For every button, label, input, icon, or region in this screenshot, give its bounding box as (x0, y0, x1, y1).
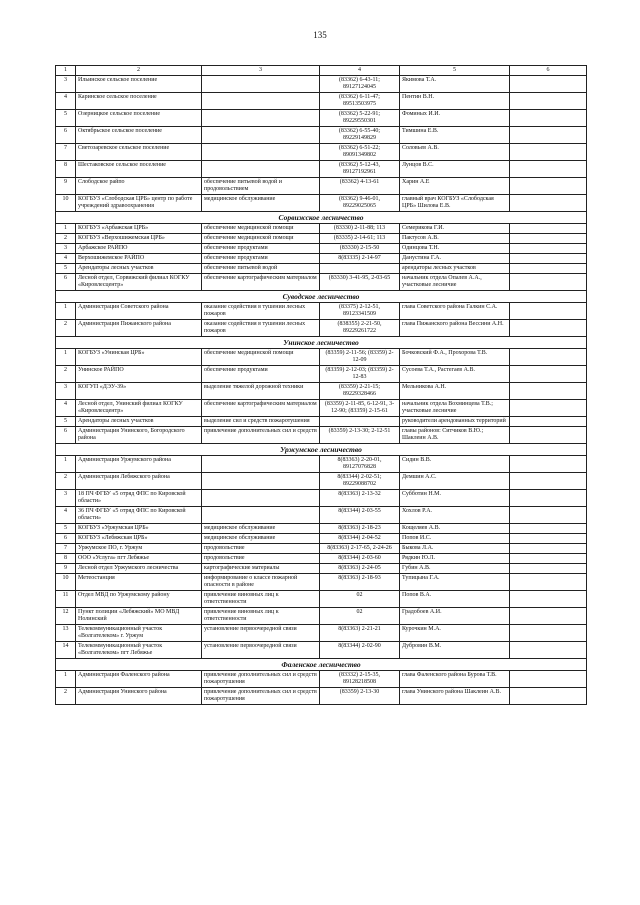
task-cell: обеспечение продуктами (202, 366, 320, 383)
note-cell (510, 688, 587, 705)
task-cell: установление первоочередной связи (202, 642, 320, 659)
phone-cell: (83359) 2-21-15; 89229328466 (320, 383, 400, 400)
table-row (56, 564, 587, 574)
table-row (56, 608, 587, 625)
organization-cell: 36 ПЧ ФГБУ «5 отряд ФПС по Кировской области» (76, 507, 202, 524)
contact-cell: Мельникова А.Н. (400, 383, 510, 400)
row-number: 10 (56, 195, 76, 212)
row-number: 2 (56, 234, 76, 244)
task-cell: обеспечение картографическим материалом (202, 400, 320, 417)
section-row (56, 444, 587, 456)
table-row (56, 473, 587, 490)
task-cell (202, 144, 320, 161)
task-cell: установление первоочередной связи (202, 625, 320, 642)
table-row (56, 383, 587, 400)
column-header: 2 (76, 66, 202, 76)
table-row (56, 456, 587, 473)
table-row (56, 400, 587, 417)
organization-cell: КОГУП «ДЭУ-39» (76, 383, 202, 400)
table-row (56, 625, 587, 642)
contact-cell: Тимшина Е.В. (400, 127, 510, 144)
table-row (56, 274, 587, 291)
contact-cell: арендаторы лесных участков (400, 264, 510, 274)
note-cell (510, 427, 587, 444)
table-row (56, 76, 587, 93)
row-number: 7 (56, 144, 76, 161)
phone-cell: (83330) 2-15-50 (320, 244, 400, 254)
section-row (56, 212, 587, 224)
row-number: 1 (56, 456, 76, 473)
table-row (56, 144, 587, 161)
table-row (56, 178, 587, 195)
note-cell (510, 144, 587, 161)
organization-cell: ООО «Услуга» пгт Лебяжье (76, 554, 202, 564)
phone-cell: 8(83344) 2-02-51; 89229088702 (320, 473, 400, 490)
phone-cell: (83332) 2-15-35, 89128218508 (320, 671, 400, 688)
section-title: Фаленское лесничество (56, 659, 587, 671)
table-row (56, 254, 587, 264)
table-row (56, 490, 587, 507)
contact-cell: глава Унинского района Шаклеин А.В. (400, 688, 510, 705)
contact-cell: Попов В.А. (400, 591, 510, 608)
note-cell (510, 591, 587, 608)
phone-cell: (83335) 2-14-61; 113 (320, 234, 400, 244)
row-number: 2 (56, 320, 76, 337)
contact-cell: Соловьев А.В. (400, 144, 510, 161)
row-number: 2 (56, 688, 76, 705)
organization-cell: Администрация Советского района (76, 303, 202, 320)
table-row (56, 224, 587, 234)
note-cell (510, 76, 587, 93)
table-row (56, 642, 587, 659)
phone-cell: 8(83344) 2-02-90 (320, 642, 400, 659)
contact-cell: Рядкин Ю.Л. (400, 554, 510, 564)
table-row (56, 591, 587, 608)
table-row (56, 554, 587, 564)
table-row (56, 303, 587, 320)
phone-cell (320, 417, 400, 427)
contact-cell: Хохлов Р.А. (400, 507, 510, 524)
organization-cell: КОГБУЗ «Унинская ЦРБ» (76, 349, 202, 366)
note-cell (510, 244, 587, 254)
task-cell: выделение тяжелой дорожной техники (202, 383, 320, 400)
task-cell (202, 127, 320, 144)
table-row (56, 544, 587, 554)
column-header: 5 (400, 66, 510, 76)
row-number: 4 (56, 93, 76, 110)
phone-cell: 8(83363) 2-18-23 (320, 524, 400, 534)
task-cell: информирование о классе пожарной опасности в районе (202, 574, 320, 591)
organization-cell: 18 ПЧ ФГБУ «5 отряд ФПС по Кировской области» (76, 490, 202, 507)
note-cell (510, 456, 587, 473)
organization-cell: КОГБУЗ «Арбажская ЦРБ» (76, 224, 202, 234)
row-number: 14 (56, 642, 76, 659)
contact-cell: начальник отдела Вохминцева Т.В.; участковые лесничие (400, 400, 510, 417)
table-row (56, 93, 587, 110)
section-row (56, 291, 587, 303)
task-cell: медицинское обслуживание (202, 524, 320, 534)
note-cell (510, 93, 587, 110)
contact-cell: глава Фаленского района Бурова Т.В. (400, 671, 510, 688)
contact-cell: Тупицына Г.А. (400, 574, 510, 591)
organization-cell: Каринское сельское поселение (76, 93, 202, 110)
table-row (56, 127, 587, 144)
row-number: 3 (56, 244, 76, 254)
organization-cell: Лесной отдел, Сорвижский филиал КОГКУ «Кировлесцентр» (76, 274, 202, 291)
table-row (56, 244, 587, 254)
page-number: 135 (313, 30, 327, 40)
contact-cell: Бочковский Ф.А., Прохорова Т.В. (400, 349, 510, 366)
task-cell: медицинское обслуживание (202, 534, 320, 544)
organization-cell: Администрация Уржумского района (76, 456, 202, 473)
task-cell (202, 161, 320, 178)
row-number: 4 (56, 400, 76, 417)
section-title: Унинское лесничество (56, 337, 587, 349)
phone-cell: (83359) 2-11-85, 6-12-91, 3-12-90; (83359) 2-15-61 (320, 400, 400, 417)
phone-cell: 8(83363) 2-13-32 (320, 490, 400, 507)
row-number: 4 (56, 254, 76, 264)
organization-cell: Арендаторы лесных участков (76, 417, 202, 427)
phone-cell: 8(83363) 2-17-65, 2-24-26 (320, 544, 400, 554)
task-cell: обеспечение медицинской помощи (202, 234, 320, 244)
phone-cell: 8(83363) 2-21-21 (320, 625, 400, 642)
note-cell (510, 110, 587, 127)
phone-cell (320, 264, 400, 274)
table-row (56, 417, 587, 427)
contact-cell: главный врач КОГБУЗ «Слободская ЦРБ» Шилова Е.В. (400, 195, 510, 212)
task-cell (202, 110, 320, 127)
task-cell (202, 76, 320, 93)
note-cell (510, 400, 587, 417)
contact-cell: Данустина Г.А. (400, 254, 510, 264)
column-header: 4 (320, 66, 400, 76)
organization-cell: КОГБУЗ «Лебяжская ЦРБ» (76, 534, 202, 544)
table-row (56, 524, 587, 534)
table-row (56, 320, 587, 337)
row-number: 8 (56, 554, 76, 564)
header-row (56, 66, 587, 76)
organization-cell: Лесной отдел, Унинский филиал КОГКУ «Кировлесцентр» (76, 400, 202, 417)
row-number: 11 (56, 591, 76, 608)
row-number: 1 (56, 224, 76, 234)
contact-cell: Быкова Л.А. (400, 544, 510, 554)
row-number: 6 (56, 274, 76, 291)
note-cell (510, 524, 587, 534)
organization-cell: Слободское райпо (76, 178, 202, 195)
table-row (56, 688, 587, 705)
organization-cell: Октябрьское сельское поселение (76, 127, 202, 144)
task-cell: обеспечение продуктами (202, 254, 320, 264)
phone-cell: (83362) 6-55-40; 89229149829 (320, 127, 400, 144)
phone-cell: (83362) 6-51-22; 89091349802 (320, 144, 400, 161)
note-cell (510, 507, 587, 524)
table-row (56, 427, 587, 444)
phone-cell: 8(83363) 2-24-05 (320, 564, 400, 574)
task-cell (202, 473, 320, 490)
phone-cell: (83359) 2-11-56; (83359) 2-12-09 (320, 349, 400, 366)
phone-cell: (83362) 6-43-11; 89127124045 (320, 76, 400, 93)
row-number: 2 (56, 473, 76, 490)
organization-cell: Уржумское ПО, г. Уржум (76, 544, 202, 554)
note-cell (510, 303, 587, 320)
row-number: 9 (56, 564, 76, 574)
row-number: 12 (56, 608, 76, 625)
task-cell: картографические материалы (202, 564, 320, 574)
table-row (56, 110, 587, 127)
task-cell (202, 456, 320, 473)
task-cell: обеспечение питьевой водой (202, 264, 320, 274)
table-row (56, 534, 587, 544)
organization-cell: Администрация Пижанского района (76, 320, 202, 337)
contact-cell: Демшин А.С. (400, 473, 510, 490)
note-cell (510, 574, 587, 591)
note-cell (510, 671, 587, 688)
note-cell (510, 274, 587, 291)
contact-cell: Семерикова Г.И. (400, 224, 510, 234)
task-cell: обеспечение картографическим материалом (202, 274, 320, 291)
organization-cell: Верхошижемское РАЙПО (76, 254, 202, 264)
contact-cell: Попов И.С. (400, 534, 510, 544)
task-cell (202, 507, 320, 524)
phone-cell: (83362) 4-13-61 (320, 178, 400, 195)
organization-cell: Пункт полиции «Лебяжский» МО МВД Нолинский (76, 608, 202, 625)
contact-cell: Якимова Т.А. (400, 76, 510, 93)
organization-cell: Администрация Унинского, Богородского района (76, 427, 202, 444)
phone-cell: (83330) 3-41-95, 2-03-65 (320, 274, 400, 291)
column-header: 3 (202, 66, 320, 76)
task-cell: обеспечение медицинской помощи (202, 224, 320, 234)
row-number: 5 (56, 264, 76, 274)
organization-cell: Телекоммуникационный участок «Волгателеком» пгт Лебяжье (76, 642, 202, 659)
phone-cell: 8(83335) 2-14-97 (320, 254, 400, 264)
task-cell: медицинское обслуживание (202, 195, 320, 212)
contact-cell: Дубровин В.М. (400, 642, 510, 659)
table-row (56, 507, 587, 524)
contacts-table (55, 65, 587, 705)
note-cell (510, 178, 587, 195)
row-number: 5 (56, 110, 76, 127)
note-cell (510, 544, 587, 554)
table-row (56, 574, 587, 591)
note-cell (510, 383, 587, 400)
note-cell (510, 534, 587, 544)
note-cell (510, 127, 587, 144)
contact-cell: глава Пижанского района Вессини А.Н. (400, 320, 510, 337)
phone-cell: 8(83344) 2-04-52 (320, 534, 400, 544)
organization-cell: Озерницкое сельское поселение (76, 110, 202, 127)
organization-cell: Администрация Унинского района (76, 688, 202, 705)
contact-cell: Фоминых И.И. (400, 110, 510, 127)
column-header: 6 (510, 66, 587, 76)
section-row (56, 337, 587, 349)
phone-cell: (83362) 5-12-43, 89127192961 (320, 161, 400, 178)
contact-cell: главы районов: Ситчиков В.Ю.; Шаклеин А.В. (400, 427, 510, 444)
note-cell (510, 195, 587, 212)
note-cell (510, 642, 587, 659)
column-header: 1 (56, 66, 76, 76)
note-cell (510, 417, 587, 427)
phone-cell: (83362) 9-46-01, 89229025065 (320, 195, 400, 212)
phone-cell: (838355) 2-21-50, 89229261722 (320, 320, 400, 337)
phone-cell: 8(83363) 2-18-93 (320, 574, 400, 591)
contact-cell: глава Советского района Галкин С.А. (400, 303, 510, 320)
organization-cell: Унинское РАЙПО (76, 366, 202, 383)
phone-cell: 02 (320, 591, 400, 608)
task-cell: продовольствие (202, 544, 320, 554)
organization-cell: Шестаковское сельское поселение (76, 161, 202, 178)
organization-cell: КОГБУЗ «Уржумская ЦРБ» (76, 524, 202, 534)
note-cell (510, 490, 587, 507)
row-number: 10 (56, 574, 76, 591)
row-number: 13 (56, 625, 76, 642)
contact-cell: Пентин В.Н. (400, 93, 510, 110)
row-number: 3 (56, 490, 76, 507)
task-cell: продовольствие (202, 554, 320, 564)
organization-cell: Светозаревское сельское поселение (76, 144, 202, 161)
organization-cell: Арендаторы лесных участков (76, 264, 202, 274)
contact-cell: Сусоева Т.А., Растегаев А.В. (400, 366, 510, 383)
note-cell (510, 473, 587, 490)
organization-cell: КОГБУЗ «Верхошижемская ЦРБ» (76, 234, 202, 244)
task-cell (202, 93, 320, 110)
note-cell (510, 224, 587, 234)
row-number: 5 (56, 524, 76, 534)
organization-cell: Администрация Лебяжского района (76, 473, 202, 490)
contact-cell: Субботин Н.М. (400, 490, 510, 507)
contact-cell: Сидин В.В. (400, 456, 510, 473)
task-cell: обеспечение продуктами (202, 244, 320, 254)
row-number: 3 (56, 383, 76, 400)
section-title: Уржумское лесничество (56, 444, 587, 456)
note-cell (510, 254, 587, 264)
task-cell: привлечение виновных лиц к ответственности (202, 608, 320, 625)
organization-cell: Лесной отдел Уржумского лесничества (76, 564, 202, 574)
table-row (56, 161, 587, 178)
note-cell (510, 161, 587, 178)
note-cell (510, 320, 587, 337)
task-cell: выделение сил и средств пожаротушения (202, 417, 320, 427)
phone-cell: (83362) 5-22-91; 89229550301 (320, 110, 400, 127)
phone-cell: (83375) 2-12-51, 89123341509 (320, 303, 400, 320)
section-title: Суводское лесничество (56, 291, 587, 303)
task-cell: обеспечение медицинской помощи (202, 349, 320, 366)
row-number: 6 (56, 534, 76, 544)
section-title: Сорвижское лесничество (56, 212, 587, 224)
table-row (56, 234, 587, 244)
row-number: 1 (56, 671, 76, 688)
task-cell: привлечение дополнительных сил и средств (202, 427, 320, 444)
phone-cell: (83330) 2-11-88; 113 (320, 224, 400, 234)
row-number: 7 (56, 544, 76, 554)
note-cell (510, 234, 587, 244)
row-number: 6 (56, 427, 76, 444)
task-cell (202, 490, 320, 507)
row-number: 6 (56, 127, 76, 144)
task-cell: привлечение виновных лиц к ответственности (202, 591, 320, 608)
table-row (56, 195, 587, 212)
note-cell (510, 349, 587, 366)
row-number: 5 (56, 417, 76, 427)
note-cell (510, 564, 587, 574)
contact-cell: Одинцова Т.Н. (400, 244, 510, 254)
task-cell: привлечение дополнительных сил и средств пожаротушения (202, 688, 320, 705)
organization-cell: Арбажское РАЙПО (76, 244, 202, 254)
note-cell (510, 366, 587, 383)
task-cell: оказание содействия в тушении лесных пожаров (202, 303, 320, 320)
row-number: 3 (56, 76, 76, 93)
row-number: 1 (56, 349, 76, 366)
row-number: 4 (56, 507, 76, 524)
phone-cell: 02 (320, 608, 400, 625)
note-cell (510, 608, 587, 625)
table-row (56, 671, 587, 688)
contact-cell: начальник отдела Опалев А.А., участковые лесничие (400, 274, 510, 291)
contact-cell: руководители арендованных территорий (400, 417, 510, 427)
contact-cell: Кощеляев А.В. (400, 524, 510, 534)
organization-cell: КОГБУЗ «Слободская ЦРБ» центр по работе учреждений здравоохранения (76, 195, 202, 212)
row-number: 8 (56, 161, 76, 178)
note-cell (510, 625, 587, 642)
phone-cell: 8(83344) 2-03-60 (320, 554, 400, 564)
section-row (56, 659, 587, 671)
phone-cell: (83359) 2-13-30; 2-12-51 (320, 427, 400, 444)
table-row (56, 349, 587, 366)
row-number: 9 (56, 178, 76, 195)
contact-cell: Губин А.В. (400, 564, 510, 574)
row-number: 2 (56, 366, 76, 383)
phone-cell: (83359) 2-13-30 (320, 688, 400, 705)
phone-cell: 8(83344) 2-03-55 (320, 507, 400, 524)
contact-cell: Харин А.Е (400, 178, 510, 195)
table-row (56, 264, 587, 274)
contact-cell: Лунцов В.С. (400, 161, 510, 178)
task-cell: обеспечение питьевой водой и продовольствием (202, 178, 320, 195)
organization-cell: Ильинское сельское поселение (76, 76, 202, 93)
contact-cell: Курочкин М.А. (400, 625, 510, 642)
row-number: 1 (56, 303, 76, 320)
phone-cell: (83362) 6-11-47; 89513503975 (320, 93, 400, 110)
note-cell (510, 264, 587, 274)
organization-cell: Администрация Фаленского района (76, 671, 202, 688)
organization-cell: Отдел МВД по Уржумскому району (76, 591, 202, 608)
organization-cell: Телекоммуникационный участок «Волгателеком» г. Уржум (76, 625, 202, 642)
table-row (56, 366, 587, 383)
organization-cell: Метеостанция (76, 574, 202, 591)
contact-cell: Градобоев А.И. (400, 608, 510, 625)
note-cell (510, 554, 587, 564)
task-cell: привлечение дополнительных сил и средств пожаротушения (202, 671, 320, 688)
phone-cell: 8(83363) 2-20-01, 89127076828 (320, 456, 400, 473)
task-cell: оказание содействия в тушении лесных пожаров (202, 320, 320, 337)
phone-cell: (83359) 2-12-03; (83359) 2-12-83 (320, 366, 400, 383)
contact-cell: Пактусов А.В. (400, 234, 510, 244)
